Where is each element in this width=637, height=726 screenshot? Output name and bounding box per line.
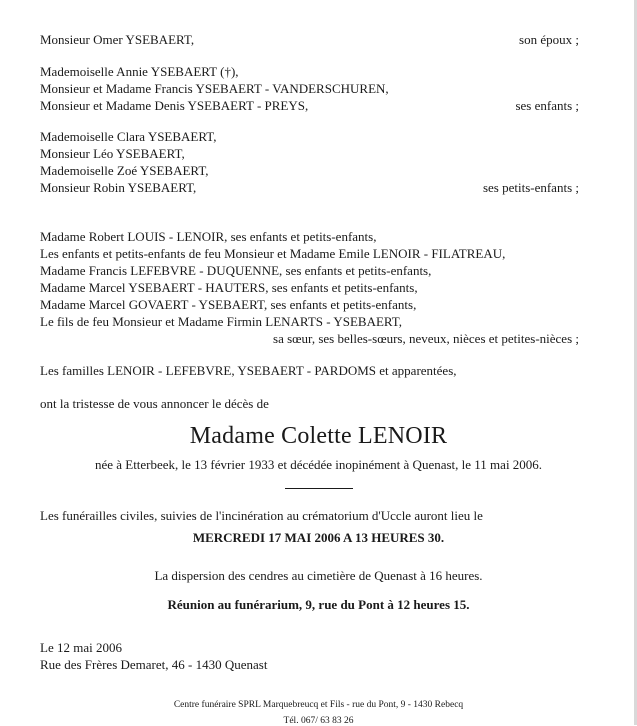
child-line: Monsieur et Madame Francis YSEBAERT - VANDERSCHUREN, [40, 81, 389, 96]
relative-line: Madame Francis LEFEBVRE - DUQUENNE, ses enfants et petits-enfants, [40, 263, 432, 278]
funeral-date: MERCREDI 17 MAI 2006 A 13 HEURES 30. [192, 530, 445, 545]
child-line: Monsieur et Madame Denis YSEBAERT - PREYS, [40, 98, 309, 113]
divider [285, 488, 353, 489]
date-line: Le 12 mai 2006 [40, 640, 122, 655]
funeral-intro: Les funérailles civiles, suivies de l'incinération au crématorium d'Uccle auront lieu le [40, 508, 483, 523]
spouse-name: Monsieur Omer YSEBAERT, [40, 32, 195, 47]
relative-line: Le fils de feu Monsieur et Madame Firmin LENARTS - YSEBAERT, [40, 314, 403, 329]
funeral-home-phone: Tél. 067/ 63 83 26 [283, 716, 354, 726]
spouse-row [40, 31, 579, 48]
spouse-role: son époux ; [519, 32, 579, 47]
families-line: Les familles LENOIR - LEFEBVRE, YSEBAERT - PARDOMS et apparentées, [40, 363, 457, 378]
children-last-row [40, 97, 579, 114]
address-line: Rue des Frères Demaret, 46 - 1430 Quenast [40, 657, 268, 672]
grandchildren-role: ses petits-enfants ; [482, 180, 579, 195]
announcement-line: ont la tristesse de vous annoncer le décès de [40, 396, 269, 411]
relative-line: Madame Marcel GOVAERT - YSEBAERT, ses enfants et petits-enfants, [40, 297, 417, 312]
deceased-name: Madame Colette LENOIR [189, 423, 448, 449]
relative-line: Madame Robert LOUIS - LENOIR, ses enfants et petits-enfants, [40, 229, 377, 244]
dispersal-line: La dispersion des cendres au cimetière de Quenast à 16 heures. [154, 568, 483, 583]
grandchild-line: Mademoiselle Zoé YSEBAERT, [40, 163, 209, 178]
grandchild-line: Monsieur Robin YSEBAERT, [40, 180, 197, 195]
relative-line: Les enfants et petits-enfants de feu Monsieur et Madame Emile LENOIR - FILATREAU, [40, 246, 506, 261]
grandchild-line: Mademoiselle Clara YSEBAERT, [40, 129, 217, 144]
birth-death-line: née à Etterbeek, le 13 février 1933 et décédée inopinément à Quenast, le 11 mai 2006. [94, 457, 543, 472]
funeral-home-line: Centre funéraire SPRL Marquebreucq et Fils - rue du Pont, 9 - 1430 Rebecq [173, 700, 464, 710]
relatives-role: sa sœur, ses belles-sœurs, neveux, nièces et petites-nièces ; [273, 331, 579, 346]
grandchild-line: Monsieur Léo YSEBAERT, [40, 146, 185, 161]
children-role: ses enfants ; [515, 98, 579, 113]
reunion-line: Réunion au funérarium, 9, rue du Pont à 12 heures 15. [167, 597, 470, 612]
child-line: Mademoiselle Annie YSEBAERT (†), [40, 64, 239, 79]
grandchildren-last-row [40, 179, 579, 196]
relative-line: Madame Marcel YSEBAERT - HAUTERS, ses enfants et petits-enfants, [40, 280, 418, 295]
